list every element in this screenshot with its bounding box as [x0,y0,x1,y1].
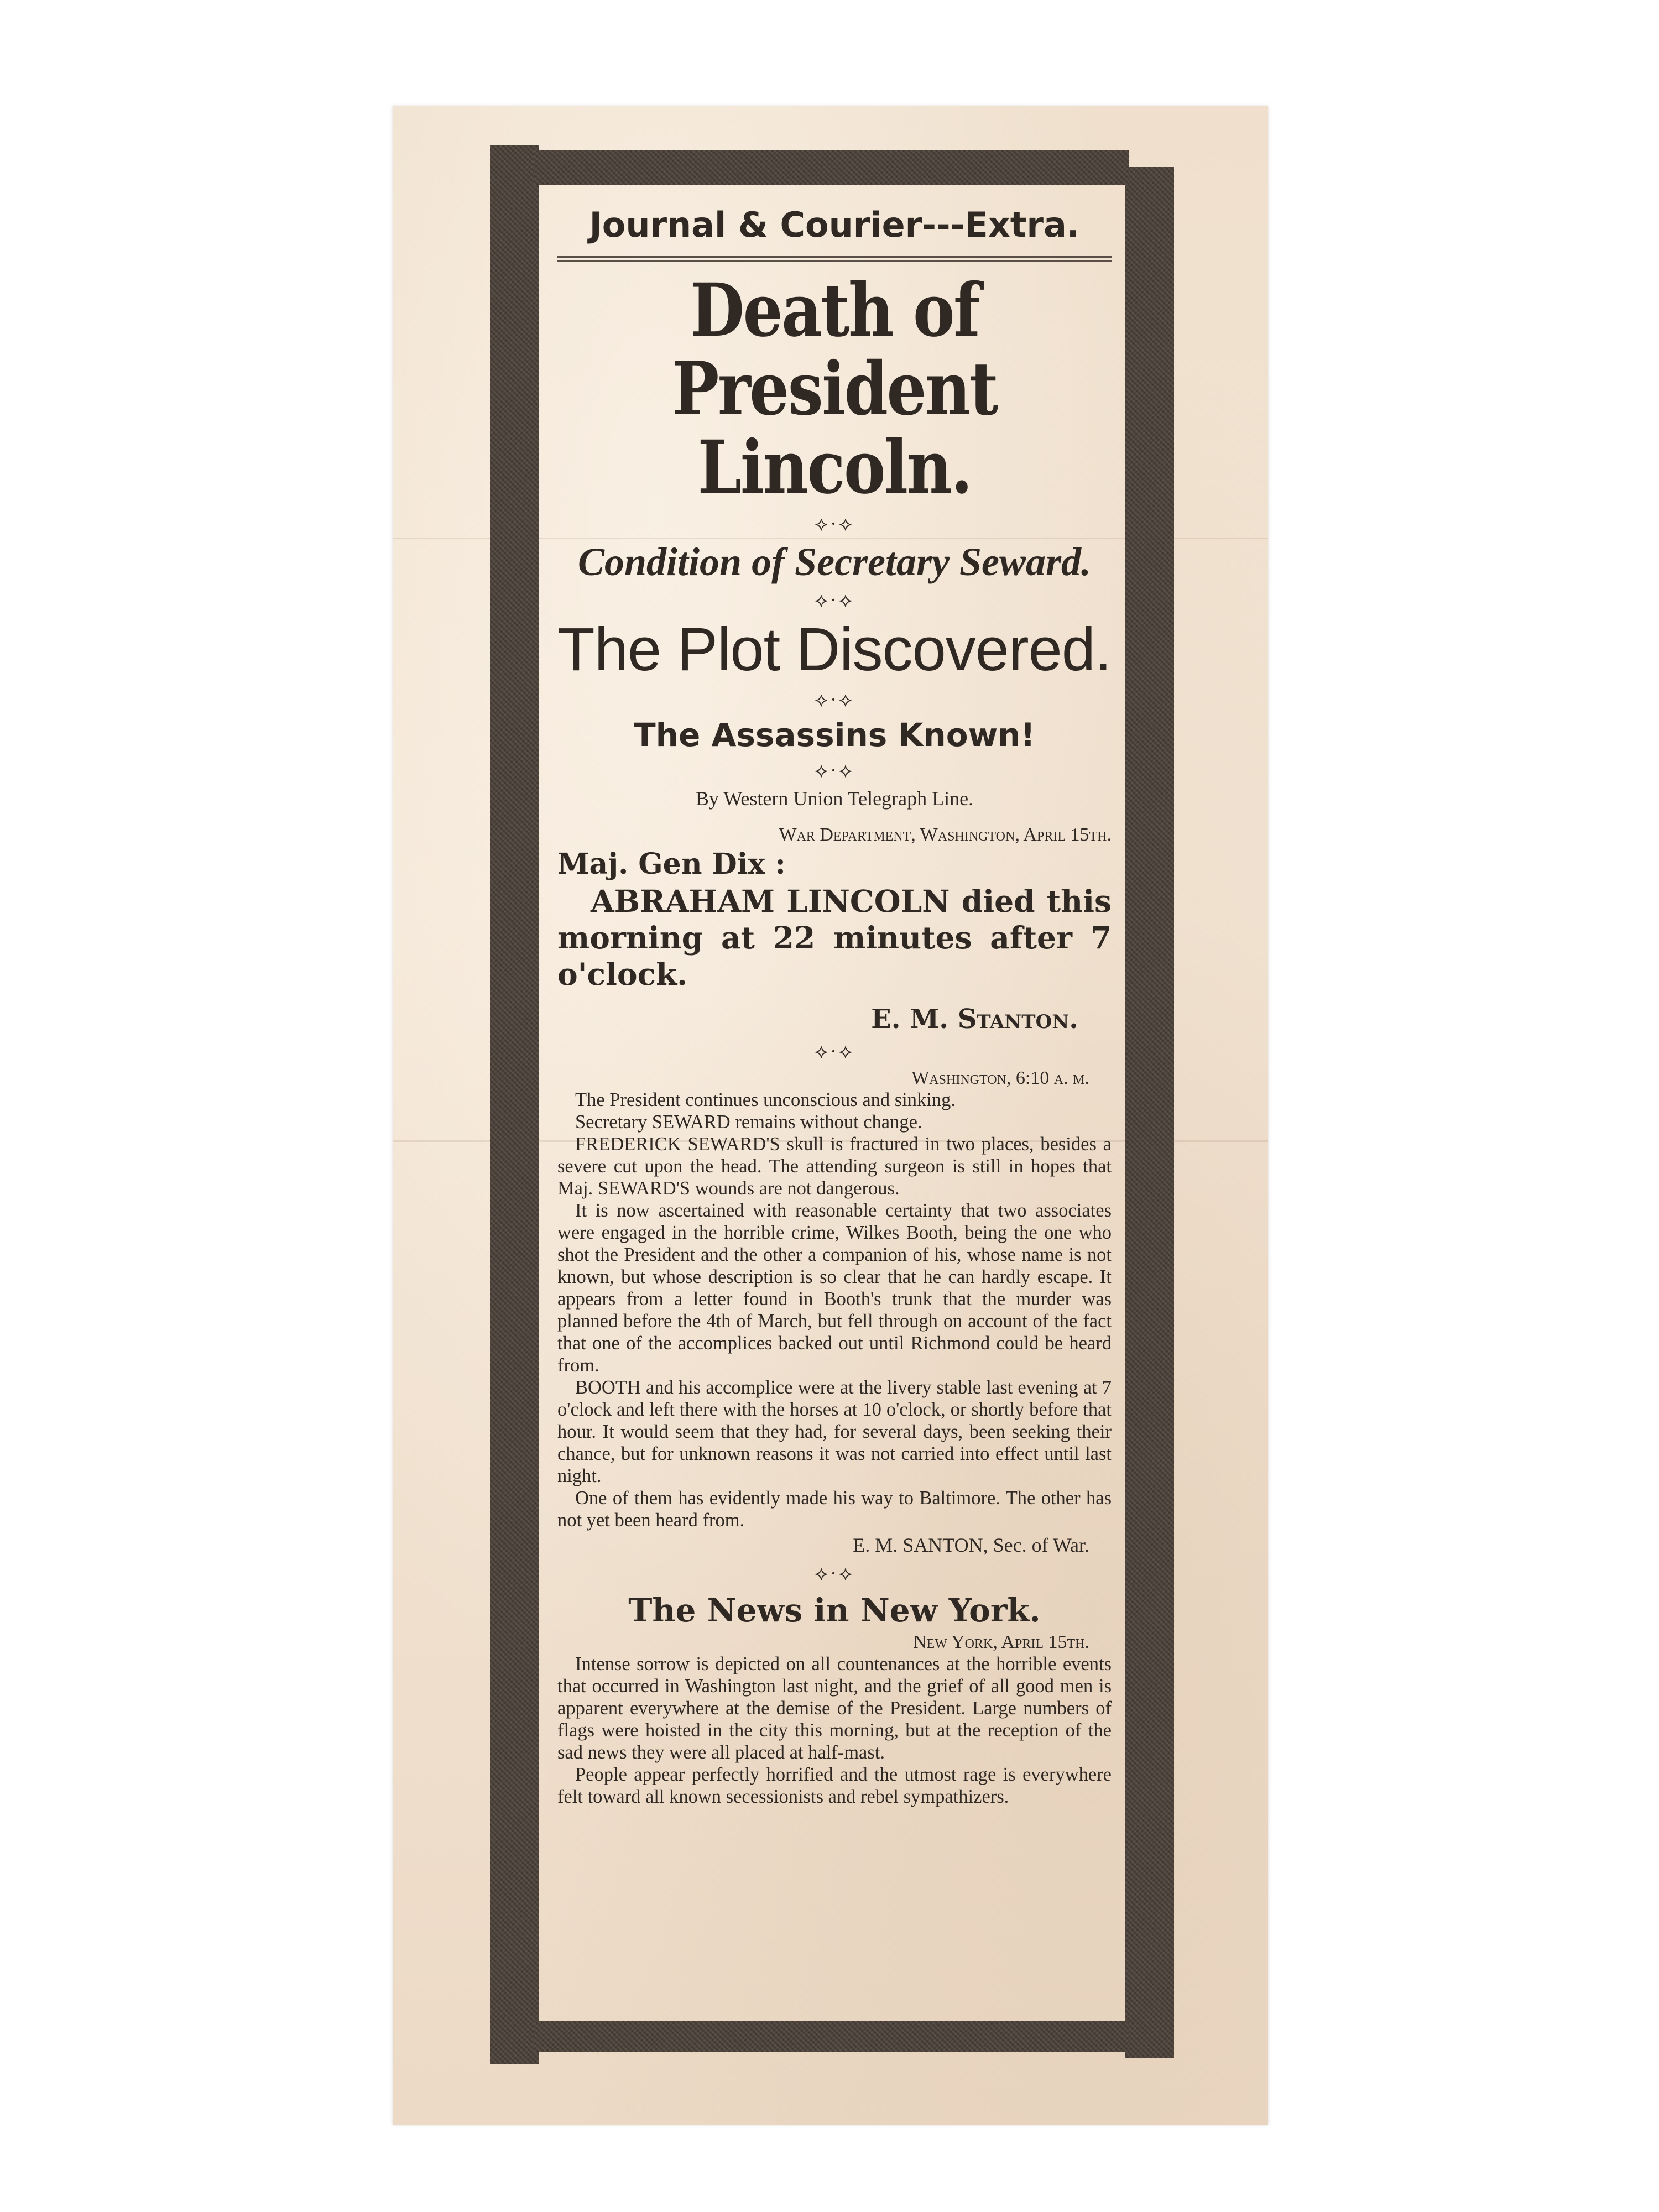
ornament: ⟡·⟡ [815,513,854,535]
masthead-rule [557,256,1112,262]
report-paragraph: BOOTH and his accomplice were at the livery stable last evening at 7 o'clock and left there with the horses at 10 o'clock, or shortly before that hour. It would seem that they had, for several days, been seeking their chance, but for unknown reasons it was not carried into effect until last night. [557,1377,1112,1486]
dateline-washington: Washington, 6:10 a. m. [911,1068,1089,1088]
report-paragraph: FREDERICK SEWARD'S skull is fractured in two places, besides a severe cut upon the head. The attending surgeon is still in hopes that Maj. SEWARD'S wounds are not dangerous. [557,1134,1112,1199]
headline-assassins: The Assassins Known! [634,716,1035,754]
report-paragraph: One of them has evidently made his way to Baltimore. The other has not yet been heard from. [557,1488,1112,1531]
headline-death: Death of President Lincoln. [672,268,997,510]
mourning-border-left [490,145,539,2064]
mourning-border-top [534,150,1129,185]
ny-paragraph: Intense sorrow is depicted on all countenances at the horrible events that occurred in Washington last night, and the grief of all good men is apparent everywhere at the demise of the President. Large numbers of flags were hoisted in the city this morning, but at the reception of the sad news they were all placed at half-mast. [557,1653,1112,1763]
mourning-border-right [1125,167,1174,2058]
report-paragraph: It is now ascertained with reasonable certainty that two associates were engaged in the horrible crime, Wilkes Booth, being the one who shot the President and the other a companion of his, whose name is not known, but whose description is so clear that he can hardly escape. It appears from a letter found in Booth's trunk that the murder was planned before the 4th of March, but fell through on account of the fact that one of the accomplices backed out until Richmond could be heard from. [557,1200,1112,1376]
signature-stanton: E. M. Stanton. [871,1004,1078,1035]
ny-paragraph: People appear perfectly horrified and the utmost rage is everywhere felt toward all known secessionists and rebel sympathizers. [557,1764,1112,1807]
ornament: ⟡·⟡ [815,589,854,611]
broadside-sheet [393,106,1268,2125]
address-line: Maj. Gen Dix : [557,847,786,881]
headline-plot: The Plot Discovered. [557,615,1112,684]
report-paragraph: The President continues unconscious and sinking. [575,1089,956,1110]
signature-santon: E. M. SANTON, Sec. of War. [853,1534,1089,1556]
broadside-text [557,189,1112,2014]
masthead: Journal & Courier---Extra. [589,205,1080,245]
ornament: ⟡·⟡ [815,1562,854,1584]
ornament: ⟡·⟡ [815,759,854,781]
dateline-war-department: War Department, Washington, April 15th. [779,825,1112,845]
ornament: ⟡·⟡ [815,688,854,711]
mourning-border-bottom [534,2021,1129,2052]
ornament: ⟡·⟡ [815,1040,854,1062]
report-paragraph: Secretary SEWARD remains without change. [575,1112,922,1133]
byline: By Western Union Telegraph Line. [695,787,974,810]
headline-condition: Condition of Secretary Seward. [577,540,1092,584]
headline-news-new-york: The News in New York. [628,1592,1041,1629]
dateline-new-york: New York, April 15th. [912,1632,1089,1652]
death-bulletin: ABRAHAM LINCOLN died this morning at 22 minutes after 7 o'clock. [557,883,1112,992]
